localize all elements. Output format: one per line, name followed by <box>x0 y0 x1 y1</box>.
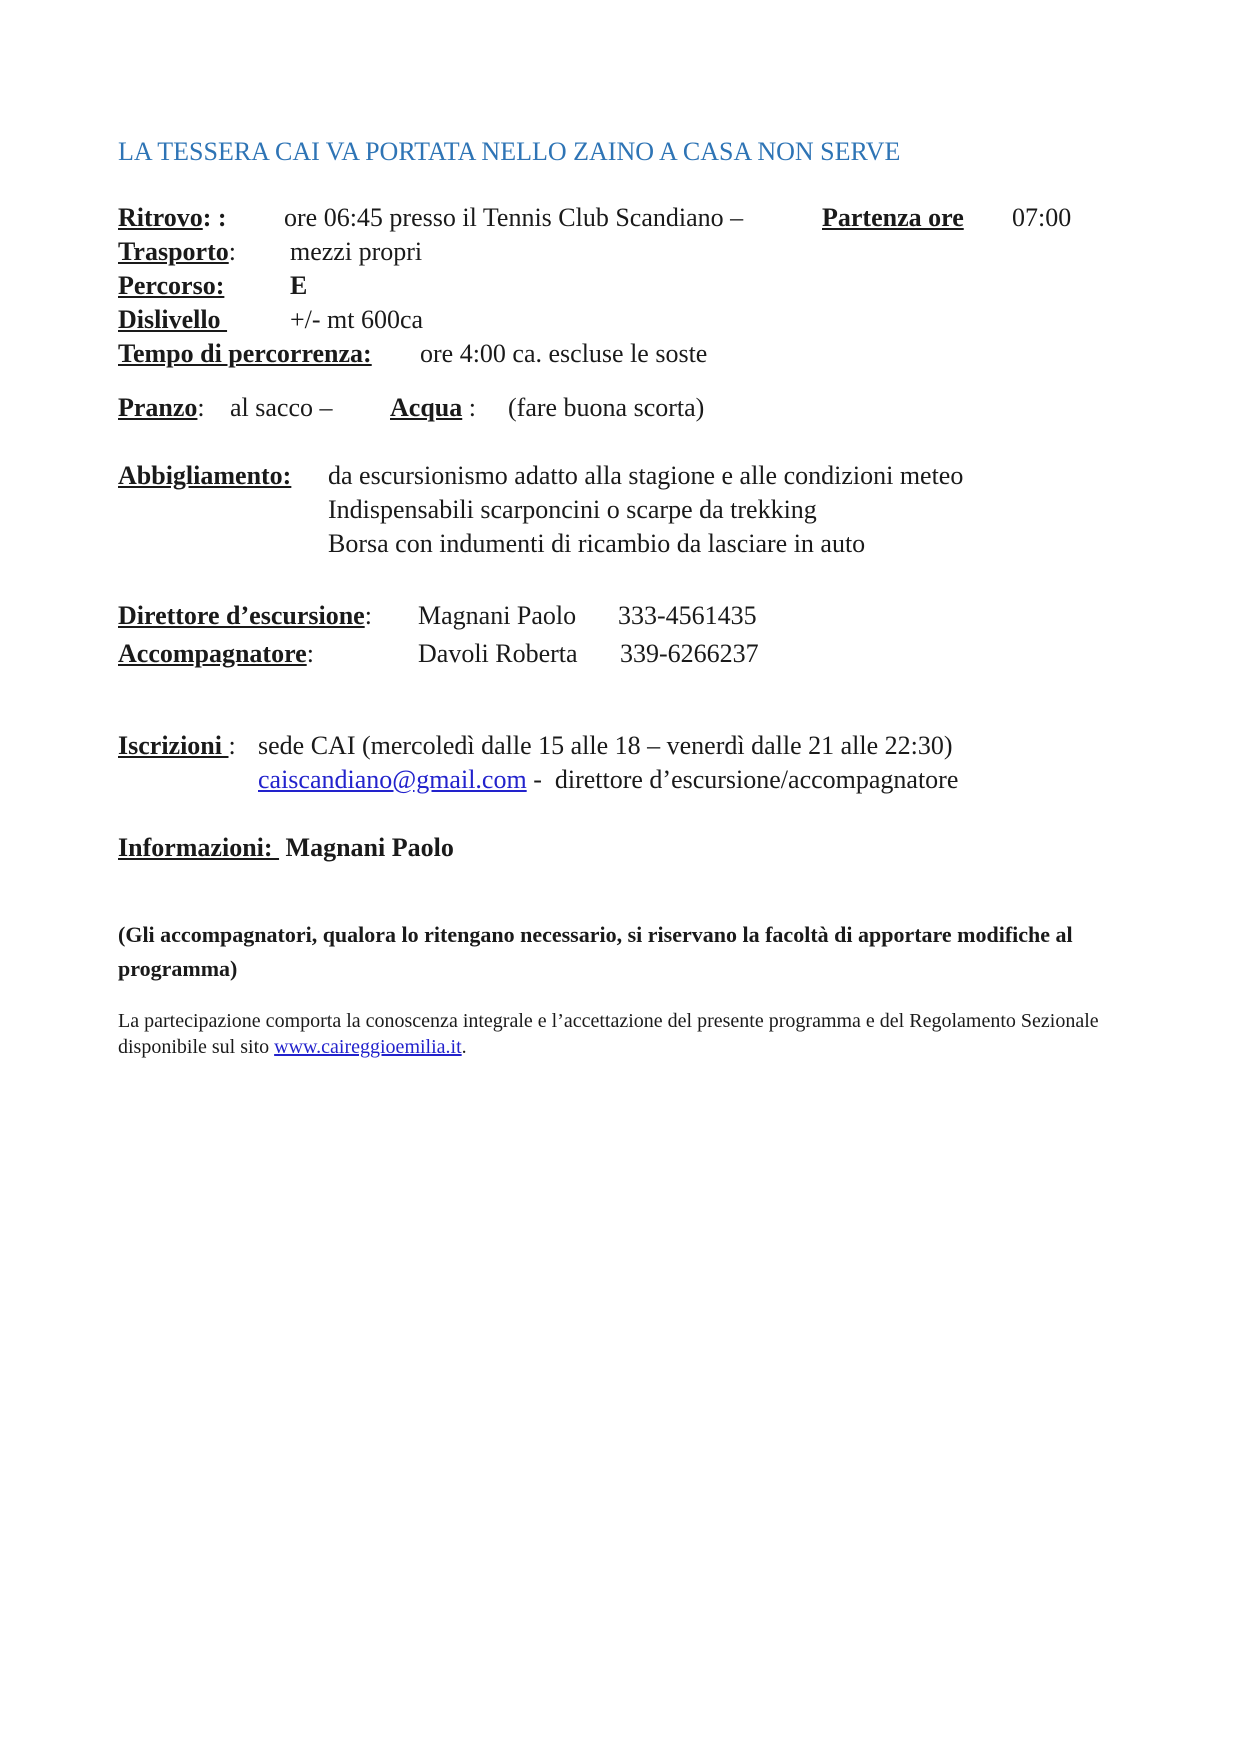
ritrovo-text: ore 06:45 presso il Tennis Club Scandiano – <box>284 203 744 232</box>
acqua-value: (fare buona scorta) <box>508 393 705 422</box>
iscrizioni-label: Iscrizioni <box>118 731 229 760</box>
direttore-row <box>118 600 757 632</box>
percorso-value: E <box>290 271 308 300</box>
trasporto-row <box>118 236 423 268</box>
disclaimer-text: (Gli accompagnatori, qualora lo ritengano necessario, si riservano la facoltà di apportare modifiche al programma) <box>118 922 1073 981</box>
informazioni-value: Magnani Paolo <box>285 833 454 862</box>
partenza-label: Partenza ore <box>822 203 964 232</box>
ritrovo-row <box>118 202 1072 234</box>
tempo-label: Tempo di percorrenza: <box>118 339 372 368</box>
accompagnatore-label: Accompagnatore <box>118 639 307 668</box>
email-link[interactable]: caiscandiano@gmail.com <box>258 765 527 794</box>
dislivello-label: Dislivello <box>118 305 228 334</box>
acqua-label: Acqua <box>390 393 463 422</box>
iscrizioni-contact-row <box>258 764 958 796</box>
iscrizioni-sep: : <box>228 731 236 760</box>
partenza-value: 07:00 <box>1012 203 1072 232</box>
direttore-phone: 333-4561435 <box>618 601 757 630</box>
accompagnatore-phone: 339-6266237 <box>620 639 759 668</box>
accompagnatore-row <box>118 638 759 670</box>
footer-end: . <box>461 1036 467 1058</box>
footer-text: La partecipazione comporta la conoscenza integrale e l’accettazione del presente programma e del Regolamento Sezionale disponibile sul sito <box>118 1010 1099 1058</box>
percorso-row <box>118 270 308 302</box>
informazioni-row <box>118 832 454 864</box>
dislivello-row <box>118 304 424 336</box>
direttore-name: Magnani Paolo <box>418 601 577 630</box>
ritrovo-sep: : : <box>202 203 227 232</box>
email-suffix: - direttore d’escursione/accompagnatore <box>526 765 959 794</box>
pranzo-label: Pranzo <box>118 393 198 422</box>
accompagnatore-name: Davoli Roberta <box>418 639 578 668</box>
site-link[interactable]: www.caireggioemilia.it <box>274 1036 462 1058</box>
pranzo-sep: : <box>197 393 205 422</box>
percorso-label: Percorso: <box>118 271 225 300</box>
iscrizioni-text: sede CAI (mercoledì dalle 15 alle 18 – venerdì dalle 21 alle 22:30) <box>258 731 953 760</box>
abbigliamento-line-1: da escursionismo adatto alla stagione e alle condizioni meteo <box>328 461 964 490</box>
trasporto-sep: : <box>228 237 236 266</box>
footer-paragraph <box>118 1008 1118 1060</box>
direttore-sep: : <box>364 601 372 630</box>
ritrovo-label: Ritrovo <box>118 203 203 232</box>
pranzo-acqua-row <box>118 392 705 424</box>
trasporto-label: Trasporto <box>118 237 229 266</box>
pranzo-value: al sacco – <box>230 393 333 422</box>
tempo-row <box>118 338 708 370</box>
dislivello-value: +/- mt 600ca <box>290 305 424 334</box>
direttore-label: Direttore d’escursione <box>118 601 365 630</box>
informazioni-label: Informazioni: <box>118 833 280 862</box>
notice-heading: LA TESSERA CAI VA PORTATA NELLO ZAINO A CASA NON SERVE <box>118 137 901 166</box>
trasporto-value: mezzi propri <box>290 237 423 266</box>
abbigliamento-line-2: Indispensabili scarponcini o scarpe da trekking <box>328 495 817 524</box>
abbigliamento-line-3: Borsa con indumenti di ricambio da lasciare in auto <box>328 529 866 558</box>
iscrizioni-row <box>118 730 953 762</box>
abbigliamento-row <box>118 460 964 492</box>
accompagnatore-sep: : <box>306 639 314 668</box>
acqua-sep: : <box>462 393 476 422</box>
tempo-value: ore 4:00 ca. escluse le soste <box>420 339 708 368</box>
abbigliamento-label: Abbigliamento: <box>118 461 292 490</box>
